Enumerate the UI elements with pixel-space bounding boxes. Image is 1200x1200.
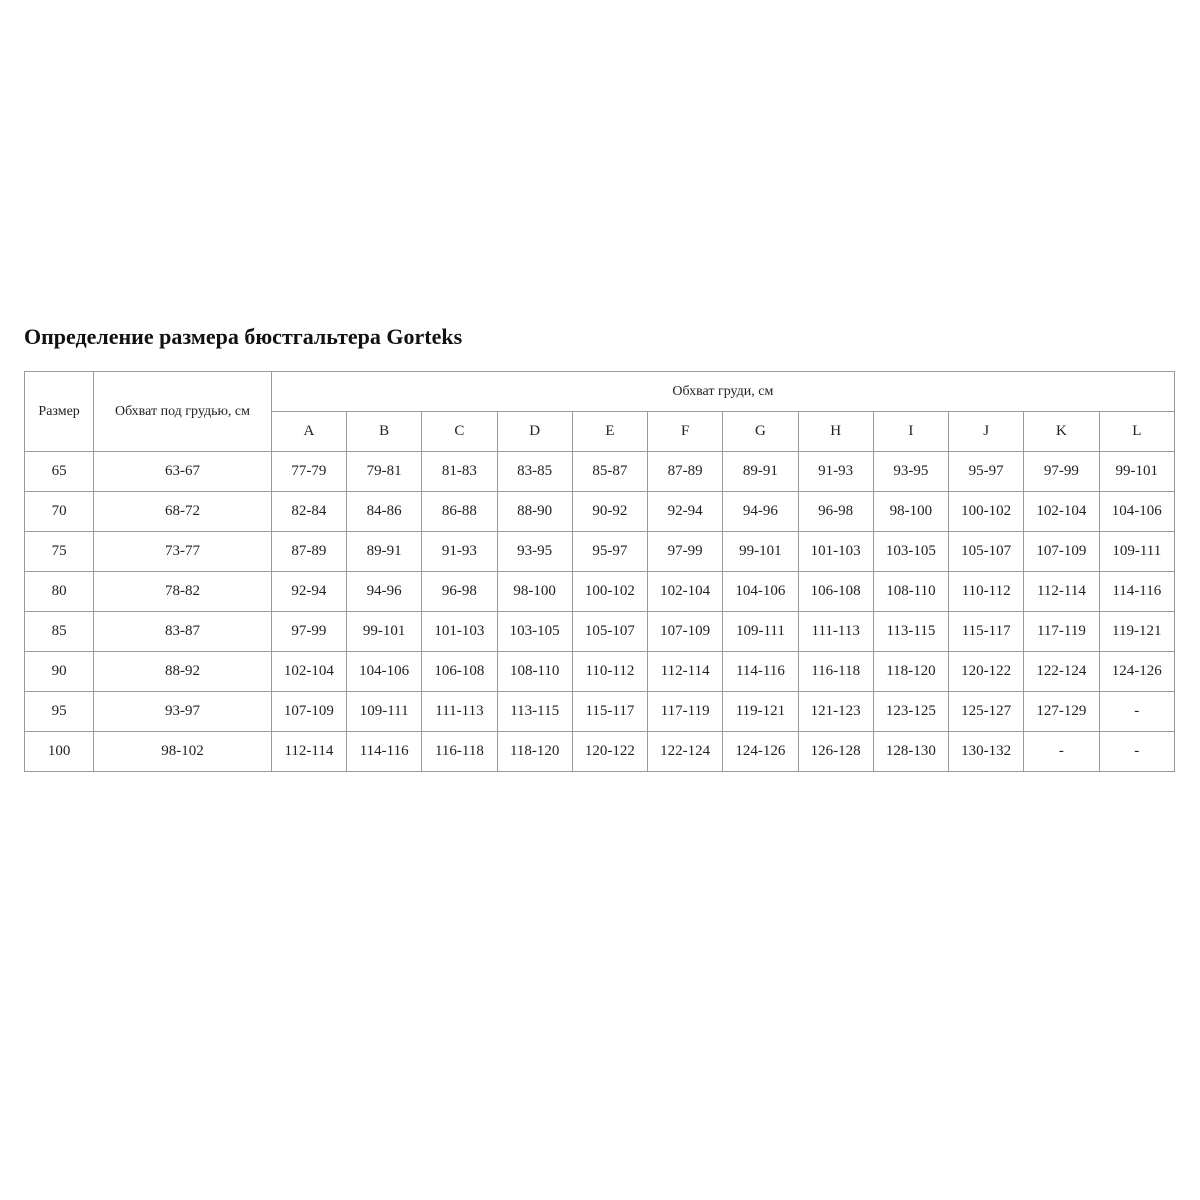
cell-cup-c: 111-113 xyxy=(422,692,497,732)
cell-cup-k: 97-99 xyxy=(1024,452,1099,492)
cell-cup-a: 82-84 xyxy=(271,492,346,532)
cell-cup-l: 124-126 xyxy=(1099,652,1174,692)
cell-cup-b: 114-116 xyxy=(347,732,422,772)
header-row-top xyxy=(25,372,1175,412)
header-cup-d: D xyxy=(497,412,572,452)
cell-cup-k: 127-129 xyxy=(1024,692,1099,732)
cell-cup-l: 109-111 xyxy=(1099,532,1174,572)
cell-cup-c: 86-88 xyxy=(422,492,497,532)
cell-cup-j: 115-117 xyxy=(949,612,1024,652)
table-row xyxy=(25,532,1175,572)
cell-cup-j: 100-102 xyxy=(949,492,1024,532)
table-row xyxy=(25,692,1175,732)
table-row xyxy=(25,492,1175,532)
cell-cup-d: 98-100 xyxy=(497,572,572,612)
cell-cup-j: 125-127 xyxy=(949,692,1024,732)
cell-size: 65 xyxy=(25,452,94,492)
table-row xyxy=(25,572,1175,612)
cell-cup-d: 118-120 xyxy=(497,732,572,772)
cell-cup-a: 92-94 xyxy=(271,572,346,612)
cell-cup-g: 99-101 xyxy=(723,532,798,572)
cell-cup-f: 117-119 xyxy=(648,692,723,732)
cell-underbust: 88-92 xyxy=(94,652,272,692)
cell-cup-b: 79-81 xyxy=(347,452,422,492)
cell-cup-i: 103-105 xyxy=(873,532,948,572)
table-row xyxy=(25,452,1175,492)
cell-cup-k: 122-124 xyxy=(1024,652,1099,692)
cell-cup-a: 77-79 xyxy=(271,452,346,492)
cell-cup-a: 87-89 xyxy=(271,532,346,572)
cell-size: 80 xyxy=(25,572,94,612)
cell-cup-h: 121-123 xyxy=(798,692,873,732)
header-size: Размер xyxy=(25,372,94,452)
cell-cup-l: 104-106 xyxy=(1099,492,1174,532)
cell-cup-b: 94-96 xyxy=(347,572,422,612)
header-cup-b: B xyxy=(347,412,422,452)
cell-cup-i: 108-110 xyxy=(873,572,948,612)
cell-cup-d: 93-95 xyxy=(497,532,572,572)
cell-size: 95 xyxy=(25,692,94,732)
header-cup-f: F xyxy=(648,412,723,452)
cell-cup-h: 91-93 xyxy=(798,452,873,492)
header-bust: Обхват груди, см xyxy=(271,372,1174,412)
cell-cup-b: 89-91 xyxy=(347,532,422,572)
header-cup-g: G xyxy=(723,412,798,452)
cell-cup-f: 97-99 xyxy=(648,532,723,572)
cell-cup-k: 117-119 xyxy=(1024,612,1099,652)
cell-cup-l: 119-121 xyxy=(1099,612,1174,652)
cell-cup-d: 113-115 xyxy=(497,692,572,732)
cell-underbust: 93-97 xyxy=(94,692,272,732)
cell-cup-h: 126-128 xyxy=(798,732,873,772)
cell-underbust: 98-102 xyxy=(94,732,272,772)
cell-cup-e: 110-112 xyxy=(572,652,647,692)
cell-cup-i: 93-95 xyxy=(873,452,948,492)
cell-size: 70 xyxy=(25,492,94,532)
cell-cup-j: 110-112 xyxy=(949,572,1024,612)
cell-cup-k: 112-114 xyxy=(1024,572,1099,612)
cell-cup-e: 120-122 xyxy=(572,732,647,772)
header-cup-i: I xyxy=(873,412,948,452)
cell-cup-b: 109-111 xyxy=(347,692,422,732)
cell-cup-h: 96-98 xyxy=(798,492,873,532)
cell-cup-i: 98-100 xyxy=(873,492,948,532)
cell-cup-f: 87-89 xyxy=(648,452,723,492)
cell-cup-g: 104-106 xyxy=(723,572,798,612)
cell-cup-i: 118-120 xyxy=(873,652,948,692)
cell-cup-k: 102-104 xyxy=(1024,492,1099,532)
cell-cup-f: 122-124 xyxy=(648,732,723,772)
cell-cup-g: 124-126 xyxy=(723,732,798,772)
cell-underbust: 83-87 xyxy=(94,612,272,652)
cell-cup-b: 99-101 xyxy=(347,612,422,652)
table-header xyxy=(25,372,1175,452)
cell-cup-c: 101-103 xyxy=(422,612,497,652)
cell-cup-f: 102-104 xyxy=(648,572,723,612)
cell-cup-g: 109-111 xyxy=(723,612,798,652)
cell-cup-c: 106-108 xyxy=(422,652,497,692)
cell-size: 85 xyxy=(25,612,94,652)
cell-cup-i: 128-130 xyxy=(873,732,948,772)
cell-cup-g: 119-121 xyxy=(723,692,798,732)
cell-cup-c: 91-93 xyxy=(422,532,497,572)
cell-cup-e: 90-92 xyxy=(572,492,647,532)
table-row xyxy=(25,732,1175,772)
cell-cup-e: 95-97 xyxy=(572,532,647,572)
cell-cup-k: 107-109 xyxy=(1024,532,1099,572)
cell-cup-i: 113-115 xyxy=(873,612,948,652)
cell-cup-e: 100-102 xyxy=(572,572,647,612)
cell-cup-i: 123-125 xyxy=(873,692,948,732)
cell-cup-f: 92-94 xyxy=(648,492,723,532)
header-cup-a: A xyxy=(271,412,346,452)
header-cup-e: E xyxy=(572,412,647,452)
cell-cup-f: 107-109 xyxy=(648,612,723,652)
cell-cup-c: 96-98 xyxy=(422,572,497,612)
cell-cup-a: 112-114 xyxy=(271,732,346,772)
cell-cup-b: 84-86 xyxy=(347,492,422,532)
cell-cup-l: 99-101 xyxy=(1099,452,1174,492)
header-cup-j: J xyxy=(949,412,1024,452)
cell-cup-d: 103-105 xyxy=(497,612,572,652)
cell-underbust: 78-82 xyxy=(94,572,272,612)
cell-cup-e: 115-117 xyxy=(572,692,647,732)
cell-cup-j: 105-107 xyxy=(949,532,1024,572)
cell-cup-j: 130-132 xyxy=(949,732,1024,772)
cell-cup-e: 85-87 xyxy=(572,452,647,492)
cell-cup-h: 111-113 xyxy=(798,612,873,652)
cell-cup-b: 104-106 xyxy=(347,652,422,692)
cell-cup-g: 114-116 xyxy=(723,652,798,692)
cell-cup-l: - xyxy=(1099,732,1174,772)
cell-cup-c: 116-118 xyxy=(422,732,497,772)
header-underbust: Обхват под грудью, см xyxy=(94,372,272,452)
cell-cup-g: 94-96 xyxy=(723,492,798,532)
cell-cup-k: - xyxy=(1024,732,1099,772)
cell-cup-d: 108-110 xyxy=(497,652,572,692)
size-chart-table xyxy=(24,371,1175,772)
cell-cup-f: 112-114 xyxy=(648,652,723,692)
header-cup-l: L xyxy=(1099,412,1174,452)
page-title: Определение размера бюстгальтера Gorteks xyxy=(24,324,463,349)
header-cup-c: C xyxy=(422,412,497,452)
table-row xyxy=(25,652,1175,692)
cell-cup-a: 102-104 xyxy=(271,652,346,692)
table-row xyxy=(25,612,1175,652)
cell-cup-a: 107-109 xyxy=(271,692,346,732)
cell-underbust: 63-67 xyxy=(94,452,272,492)
cell-cup-l: - xyxy=(1099,692,1174,732)
cell-cup-d: 88-90 xyxy=(497,492,572,532)
cell-underbust: 68-72 xyxy=(94,492,272,532)
cell-cup-c: 81-83 xyxy=(422,452,497,492)
cell-cup-e: 105-107 xyxy=(572,612,647,652)
header-cup-k: K xyxy=(1024,412,1099,452)
cell-cup-g: 89-91 xyxy=(723,452,798,492)
cell-size: 90 xyxy=(25,652,94,692)
cell-cup-a: 97-99 xyxy=(271,612,346,652)
header-cup-h: H xyxy=(798,412,873,452)
cell-size: 75 xyxy=(25,532,94,572)
cell-cup-h: 101-103 xyxy=(798,532,873,572)
cell-underbust: 73-77 xyxy=(94,532,272,572)
cell-cup-j: 95-97 xyxy=(949,452,1024,492)
cell-cup-l: 114-116 xyxy=(1099,572,1174,612)
cell-cup-h: 106-108 xyxy=(798,572,873,612)
cell-cup-j: 120-122 xyxy=(949,652,1024,692)
cell-size: 100 xyxy=(25,732,94,772)
cell-cup-d: 83-85 xyxy=(497,452,572,492)
table-body xyxy=(25,452,1175,772)
cell-cup-h: 116-118 xyxy=(798,652,873,692)
